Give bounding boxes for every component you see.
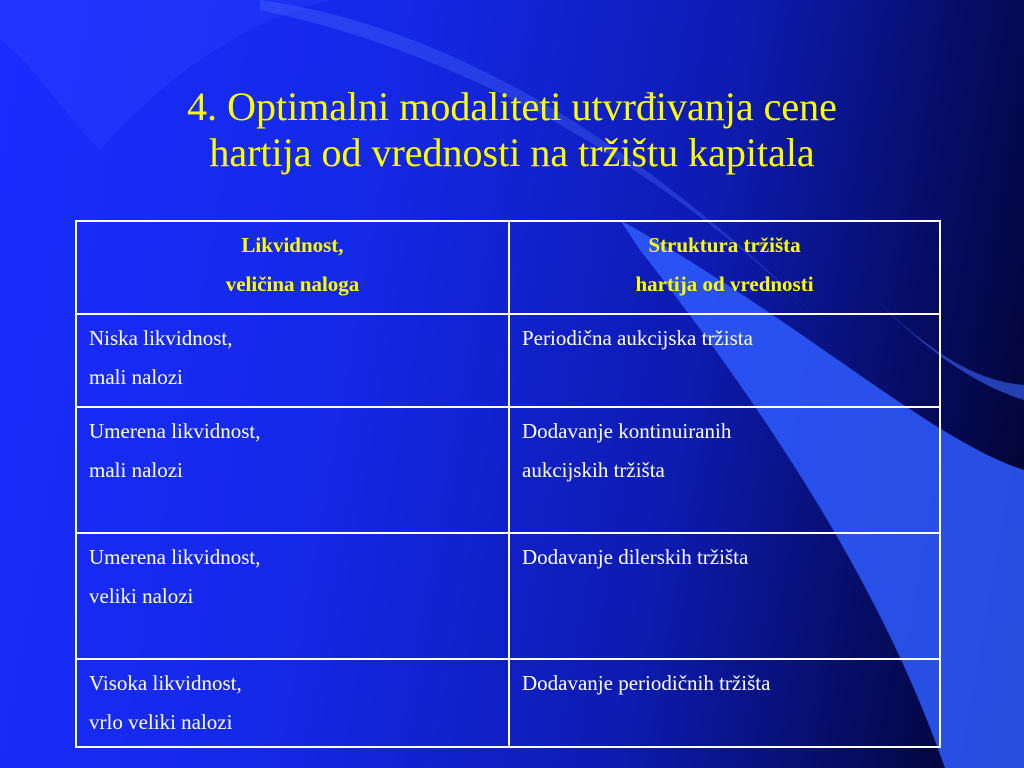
table-cell-liquidity [76, 533, 509, 659]
table-cell-liquidity [76, 659, 509, 747]
cell-line: veliki nalozi [89, 584, 194, 608]
table-header-row [76, 221, 940, 314]
table-row [76, 659, 940, 747]
cell-line: Umerena likvidnost, [89, 419, 261, 443]
header-market-structure [509, 221, 940, 314]
table-row [76, 533, 940, 659]
table-row [76, 407, 940, 533]
cell-line: aukcijskih tržišta [522, 458, 665, 482]
cell-line: mali nalozi [89, 365, 183, 389]
table-cell-market [509, 659, 940, 747]
cell-line: vrlo veliki nalozi [89, 710, 233, 734]
header-market-line-1: Struktura tržišta [648, 233, 801, 257]
liquidity-market-table [75, 220, 941, 748]
header-market-line-2: hartija od vrednosti [635, 272, 814, 296]
table-cell-market [509, 407, 940, 533]
table-cell-market [509, 314, 940, 407]
cell-line: mali nalozi [89, 458, 183, 482]
slide-title [40, 84, 984, 176]
cell-line: Umerena likvidnost, [89, 545, 261, 569]
header-liquidity [76, 221, 509, 314]
table-row [76, 314, 940, 407]
slide-title-line-1: 4. Optimalni modaliteti utvrđivanja cene [187, 84, 837, 129]
table-cell-market [509, 533, 940, 659]
cell-line: Dodavanje dilerskih tržišta [522, 545, 749, 569]
header-liquidity-line-2: veličina naloga [225, 272, 360, 296]
header-liquidity-line-1: Likvidnost, [241, 233, 344, 257]
cell-line: Periodična aukcijska tržista [522, 326, 753, 350]
table-cell-liquidity [76, 314, 509, 407]
slide-title-line-2: hartija od vrednosti na tržištu kapitala [209, 130, 815, 175]
table-cell-liquidity [76, 407, 509, 533]
cell-line: Dodavanje periodičnih tržišta [522, 671, 771, 695]
cell-line: Visoka likvidnost, [89, 671, 242, 695]
cell-line: Niska likvidnost, [89, 326, 233, 350]
cell-line: Dodavanje kontinuiranih [522, 419, 732, 443]
